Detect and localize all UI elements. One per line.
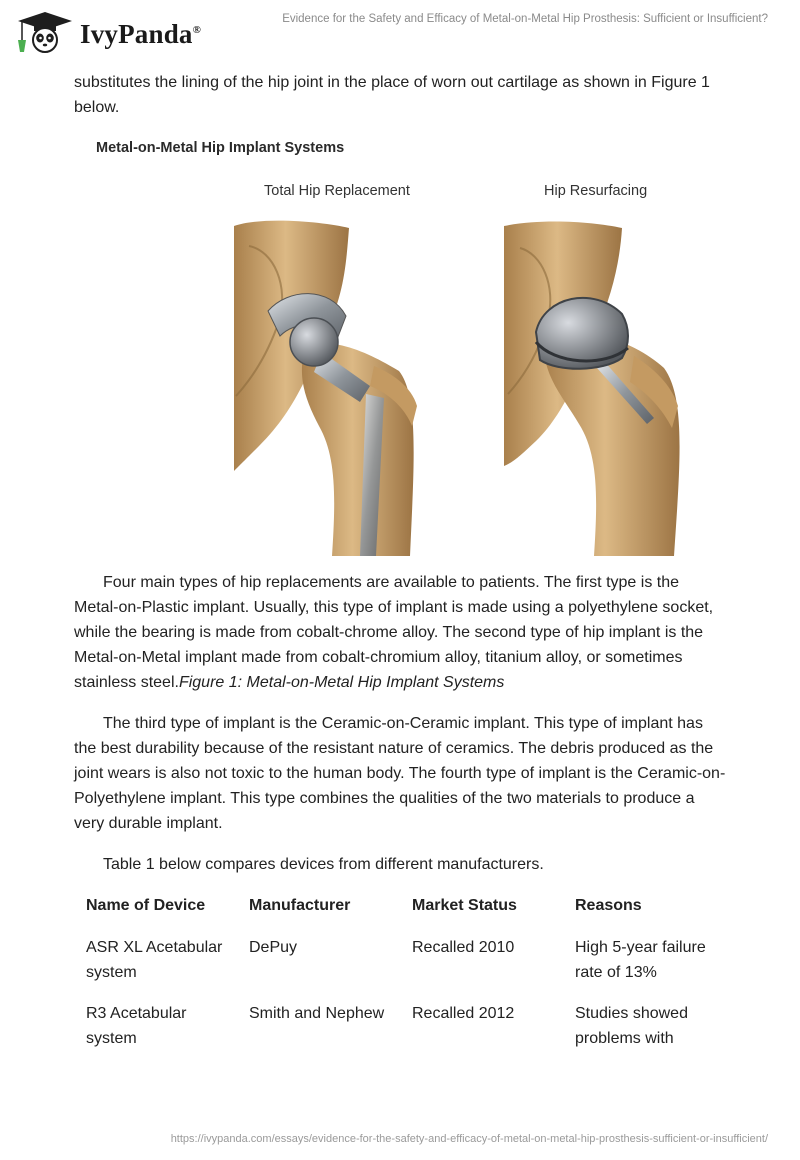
- article-content: [74, 70, 726, 1067]
- paragraph-intro: substitutes the lining of the hip joint in the place of worn out cartilage as shown in Figure 1 below.: [74, 74, 710, 116]
- paragraph-implant-types: Four main types of hip replacements are available to patients. The first type is the Metal-on-Plastic implant. Usually, this type of implant is made using a polyethylene socket, while the bearing is made from cobalt-chrome alloy. The second type of hip implant is the Metal-on-Metal implant made from cobalt-chromium alloy, titanium alloy, or sometimes stainless steel.Figure 1: Metal-on-Metal Hip Implant Systems: [74, 574, 714, 691]
- document-title: Evidence for the Safety and Efficacy of Metal-on-Metal Hip Prosthesis: Sufficient or Insufficient?: [282, 13, 768, 25]
- paragraph-ceramic-implants: The third type of implant is the Ceramic-on-Ceramic implant. This type of implant has the best durability because of the resistant nature of ceramics. The debris produced as the joint wears is also not toxic to the human body. The fourth type of implant is the Ceramic-on-Polyethylene implant. This type combines the qualities of the two materials to produce a very durable implant.: [74, 715, 726, 832]
- device-comparison-table: [74, 893, 726, 1067]
- label-hip-resurfacing: Hip Resurfacing: [544, 183, 648, 199]
- hip-resurfacing-image: [504, 222, 680, 556]
- figure-title: Metal-on-Metal Hip Implant Systems: [96, 140, 345, 156]
- table-cell: High 5-year failure rate of 13%: [575, 939, 706, 981]
- paragraph-table-intro: Table 1 below compares devices from different manufacturers.: [103, 856, 544, 873]
- table-cell: ASR XL Acetabular system: [86, 939, 223, 981]
- ivypanda-logo[interactable]: [16, 10, 201, 59]
- figure-caption: Figure 1: Metal-on-Metal Hip Implant Systems: [178, 674, 505, 691]
- brand-name: IvyPanda®: [80, 19, 202, 49]
- panda-graduate-icon: [16, 10, 74, 59]
- column-header: Market Status: [412, 897, 517, 914]
- table-cell: R3 Acetabular system: [86, 1005, 187, 1047]
- column-header: Name of Device: [86, 897, 206, 914]
- table-row: [74, 935, 726, 1001]
- table-header-row: [74, 893, 726, 935]
- page-header: [0, 0, 800, 64]
- table-cell: Smith and Nephew: [249, 1005, 385, 1022]
- table-cell: Recalled 2010: [412, 939, 515, 956]
- label-total-hip-replacement: Total Hip Replacement: [264, 183, 410, 199]
- source-url[interactable]: https://ivypanda.com/essays/evidence-for-the-safety-and-efficacy-of-metal-on-metal-hip-prosthesis-sufficient-or-insufficient/: [170, 1133, 768, 1145]
- total-hip-replacement-image: [234, 221, 417, 556]
- table-cell: Recalled 2012: [412, 1005, 515, 1022]
- table-cell: Studies showed problems with: [575, 1005, 688, 1047]
- table-cell: DePuy: [249, 939, 298, 956]
- table-row: [74, 1001, 726, 1067]
- column-header: Reasons: [575, 897, 642, 914]
- column-header: Manufacturer: [249, 897, 351, 914]
- hip-implant-figure: [74, 136, 726, 556]
